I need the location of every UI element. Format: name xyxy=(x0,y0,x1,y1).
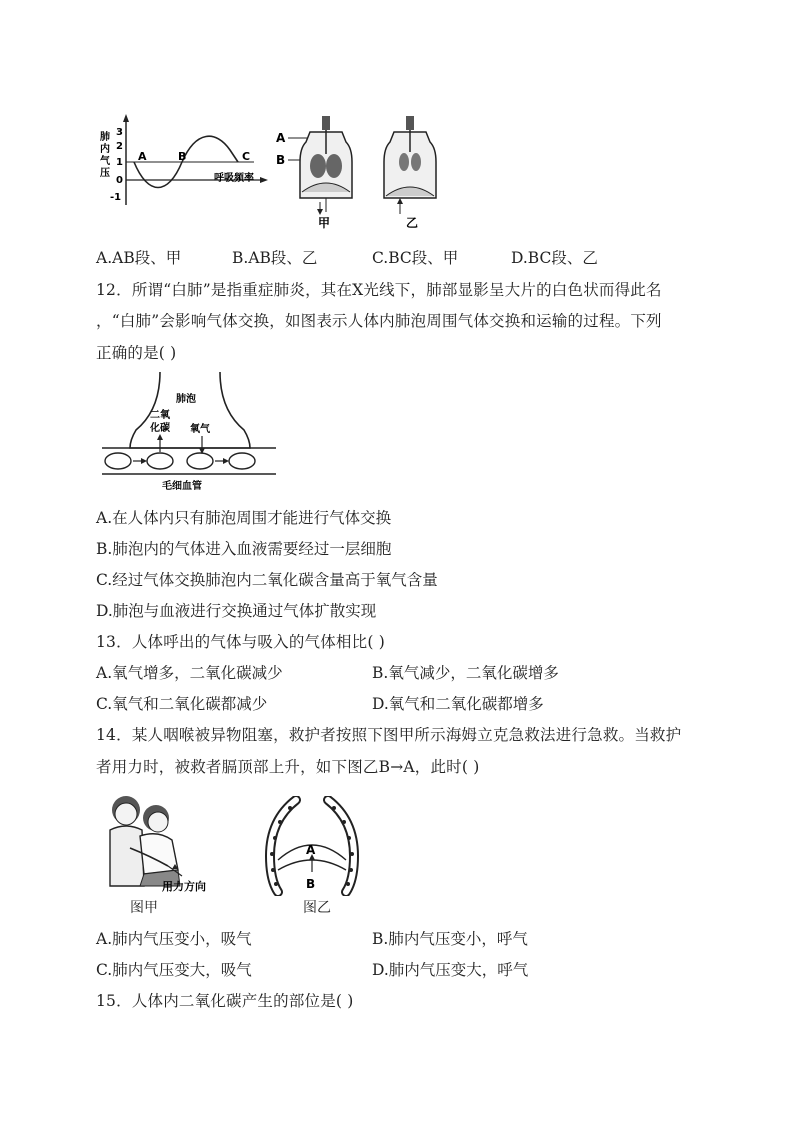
q11-option-c[interactable]: C.BC段、甲 xyxy=(372,249,459,267)
fig-label-alveolus: 肺泡 xyxy=(176,394,196,405)
q13-option-a[interactable]: A.氧气增多，二氧化碳减少 xyxy=(96,664,283,682)
graph-point-c: C xyxy=(242,150,251,163)
heimlich-illustration xyxy=(100,790,220,895)
diaphragm-label-b: B xyxy=(306,877,316,891)
q12-stem-line-1: 12．所谓“白肺”是指重症肺炎，其在X光线下，肺部显影呈大片的白色状而得此名 xyxy=(96,281,662,299)
graph-ylabel-4: 压 xyxy=(100,168,110,179)
graph-ylabel-2: 内 xyxy=(100,144,110,155)
graph-point-a: A xyxy=(138,150,147,163)
fig-label-capillary: 毛细血管 xyxy=(162,481,202,492)
caption-jia: 图甲 xyxy=(130,900,158,916)
graph-point-b: B xyxy=(178,150,187,163)
jar-label-yi: 乙 xyxy=(406,216,419,230)
q14-option-a[interactable]: A.肺内气压变小，吸气 xyxy=(96,930,252,948)
q14-option-b[interactable]: B.肺内气压变小，呼气 xyxy=(372,930,528,948)
q14-option-c[interactable]: C.肺内气压变大，吸气 xyxy=(96,961,252,979)
q14-option-d[interactable]: D.肺内气压变大，呼气 xyxy=(372,961,529,979)
q13-option-b[interactable]: B.氧气减少，二氧化碳增多 xyxy=(372,664,559,682)
q15-stem: 15．人体内二氧化碳产生的部位是( ) xyxy=(96,992,354,1010)
q14-stem-line-2: 者用力时，被救者膈顶部上升，如下图乙B→A，此时( ) xyxy=(96,758,480,776)
graph-ytick: -1 xyxy=(110,192,122,203)
q14-stem-line-1: 14．某人咽喉被异物阻塞，救护者按照下图甲所示海姆立克急救法进行急救。当救护 xyxy=(96,726,682,744)
q12-option-a[interactable]: A.在人体内只有肺泡周围才能进行气体交换 xyxy=(96,509,392,527)
graph-ytick: 1 xyxy=(116,157,123,168)
fig-label-co2-1: 二氧 xyxy=(150,410,170,421)
graph-ylabel-3: 气 xyxy=(100,156,110,167)
diaphragm-label-a: A xyxy=(306,843,316,857)
fig-label-co2-2: 化碳 xyxy=(150,423,170,434)
q11-option-d[interactable]: D.BC段、乙 xyxy=(511,249,598,267)
bell-jar-model-yi xyxy=(380,112,452,230)
bell-jar-model-jia xyxy=(272,112,362,230)
pressure-graph xyxy=(96,110,276,210)
force-direction-label: 用力方向 xyxy=(162,880,206,893)
q12-stem-line-2: ，“白肺”会影响气体交换，如图表示人体内肺泡周围气体交换和运输的过程。下列 xyxy=(96,312,662,330)
diaphragm-figure xyxy=(264,796,360,896)
q13-option-c[interactable]: C.氧气和二氧化碳都减少 xyxy=(96,695,268,713)
q12-option-b[interactable]: B.肺泡内的气体进入血液需要经过一层细胞 xyxy=(96,540,392,558)
alveolus-gas-exchange-figure xyxy=(100,370,280,494)
graph-ytick: 2 xyxy=(116,141,123,152)
q11-option-a[interactable]: A.AB段、甲 xyxy=(96,249,182,267)
caption-yi: 图乙 xyxy=(303,900,331,916)
graph-ytick: 3 xyxy=(116,127,123,138)
q12-option-d[interactable]: D.肺泡与血液进行交换通过气体扩散实现 xyxy=(96,602,377,620)
q12-option-c[interactable]: C.经过气体交换肺泡内二氧化碳含量高于氧气含量 xyxy=(96,571,438,589)
q13-option-d[interactable]: D.氧气和二氧化碳都增多 xyxy=(372,695,544,713)
jar-label-a: A xyxy=(276,131,286,145)
fig-label-o2: 氧气 xyxy=(190,424,210,435)
jar-label-b: B xyxy=(276,153,286,167)
graph-ylabel-1: 肺 xyxy=(100,132,110,143)
jar-label-jia: 甲 xyxy=(318,216,331,230)
q13-stem: 13．人体呼出的气体与吸入的气体相比( ) xyxy=(96,633,385,651)
graph-ytick: 0 xyxy=(116,175,123,186)
q12-stem-line-3: 正确的是( ) xyxy=(96,344,177,362)
q11-option-b[interactable]: B.AB段、乙 xyxy=(232,249,318,267)
graph-xlabel: 呼吸频率 xyxy=(214,173,254,184)
